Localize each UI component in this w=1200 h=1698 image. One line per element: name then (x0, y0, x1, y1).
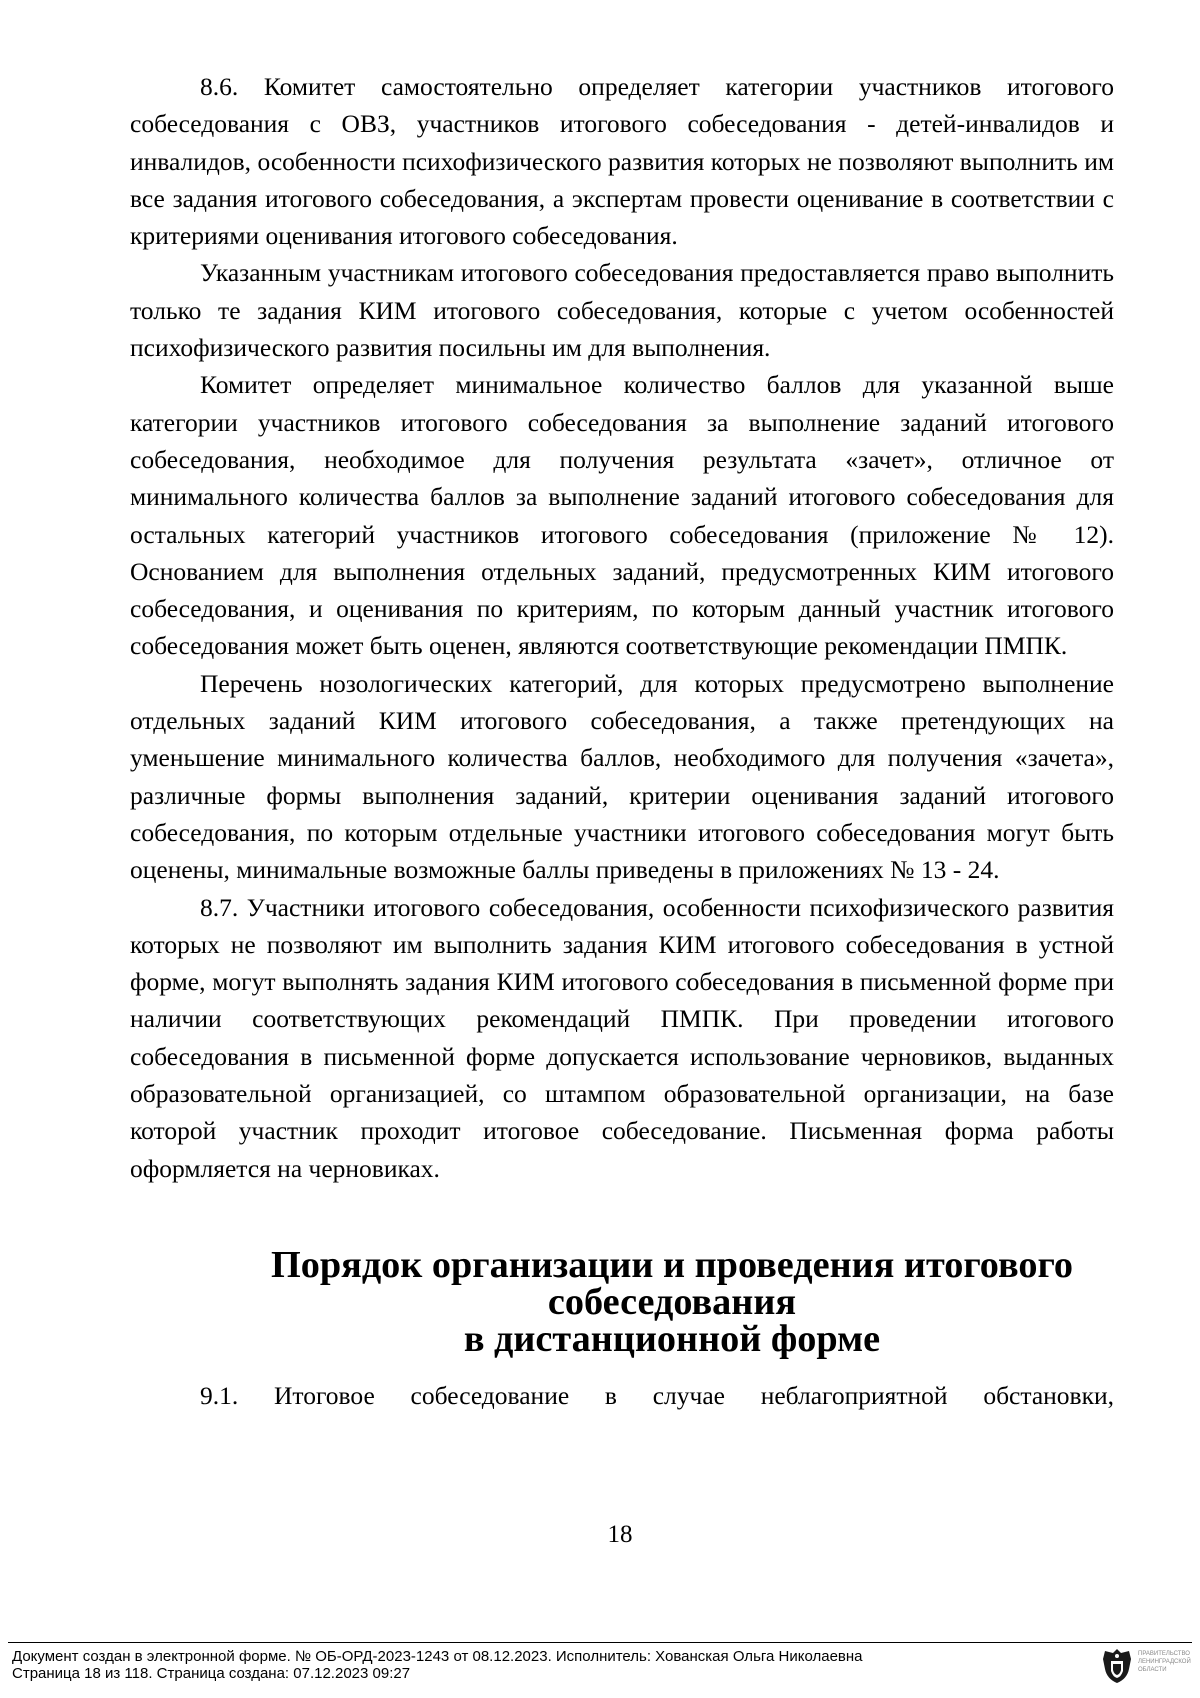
paragraph-8-6-nosology-list: Перечень нозологических категорий, для которых предусмотрено выполнение отдельных заданий КИМ итогового собеседования, а также претендующих на уменьшение минимального количества баллов, необходимого для получения «зачета», различные формы выполнения заданий, критерии оценивания заданий итогового собеседования, по которым отдельные участники итогового собеседования могут быть оценены, минимальные возможные баллы приведены в приложениях № 13 - 24. (130, 668, 1114, 885)
page-number: 18 (607, 1521, 633, 1548)
coat-of-arms-icon (1099, 1647, 1135, 1685)
footer-document-info (12, 1648, 863, 1682)
footer-divider (8, 1642, 1192, 1643)
paragraph-8-6-limited-tasks: Указанным участникам итогового собеседования предоставляется право выполнить только те задания КИМ итогового собеседования, которые с учетом особенностей психофизического развития посильны им для выполнения. (130, 258, 1114, 363)
section-heading-line-1: Порядок организации и проведения итогового собеседования (270, 1243, 1074, 1323)
spacer (130, 1358, 1114, 1377)
footer-org-line-3: ОБЛАСТИ (1138, 1667, 1167, 1673)
paragraph-8-7: 8.7. Участники итогового собеседования, особенности психофизического развития которых не позволяют им выполнить задания КИМ итогового собеседования в устной форме, могут выполнять задания КИМ итогового собеседования в письменной форме при наличии соответствующих рекомендаций ПМПК. При проведении итогового собеседования в письменной форме допускается использование черновиков, выданных образовательной организацией, со штампом образовательной организации, на базе которой участник проходит итоговое собеседование. Письменная форма работы оформляется на черновиках. (130, 892, 1114, 1183)
paragraph-9-1: 9.1. Итоговое собеседование в случае неблагоприятной обстановки, (200, 1380, 1114, 1410)
document-body (130, 68, 1114, 1414)
footer-org-line-1: ПРАВИТЕЛЬСТВО (1138, 1651, 1190, 1657)
footer-organization-mark (1138, 1650, 1192, 1674)
section-heading (130, 1243, 1114, 1360)
spacer (130, 1187, 1114, 1247)
paragraph-8-6-min-score: Комитет определяет минимальное количество баллов для указанной выше категории участников итогового собеседования за выполнение заданий итогового собеседования, необходимое для получения результата «зачет», отличное от минимального количества баллов за выполнение заданий итогового собеседования для остальных категорий участников итогового собеседования (приложение № 12). Основанием для выполнения отдельных заданий, предусмотренных КИМ итогового собеседования, и оценивания по критериям, по которым данный участник итогового собеседования может быть оценен, являются соответствующие рекомендации ПМПК. (130, 370, 1114, 661)
paragraph-8-6: 8.6. Комитет самостоятельно определяет категории участников итогового собеседования с ОВЗ, участников итогового собеседования - детей-инвалидов и инвалидов, особенности психофизического развития которых не позволяют выполнить им все задания итогового собеседования, а экспертам провести оценивание в соответствии с критериями оценивания итогового собеседования. (130, 72, 1114, 251)
section-heading-line-2: в дистанционной форме (463, 1317, 881, 1360)
footer-line-document: Документ создан в электронной форме. № ОБ-ОРД-2023-1243 от 08.12.2023. Исполнитель: Хованская Ольга Николаевна (12, 1648, 863, 1665)
footer-org-line-2: ЛЕНИНГРАДСКОЙ (1138, 1659, 1191, 1665)
footer-line-page: Страница 18 из 118. Страница создана: 07.12.2023 09:27 (12, 1665, 411, 1682)
